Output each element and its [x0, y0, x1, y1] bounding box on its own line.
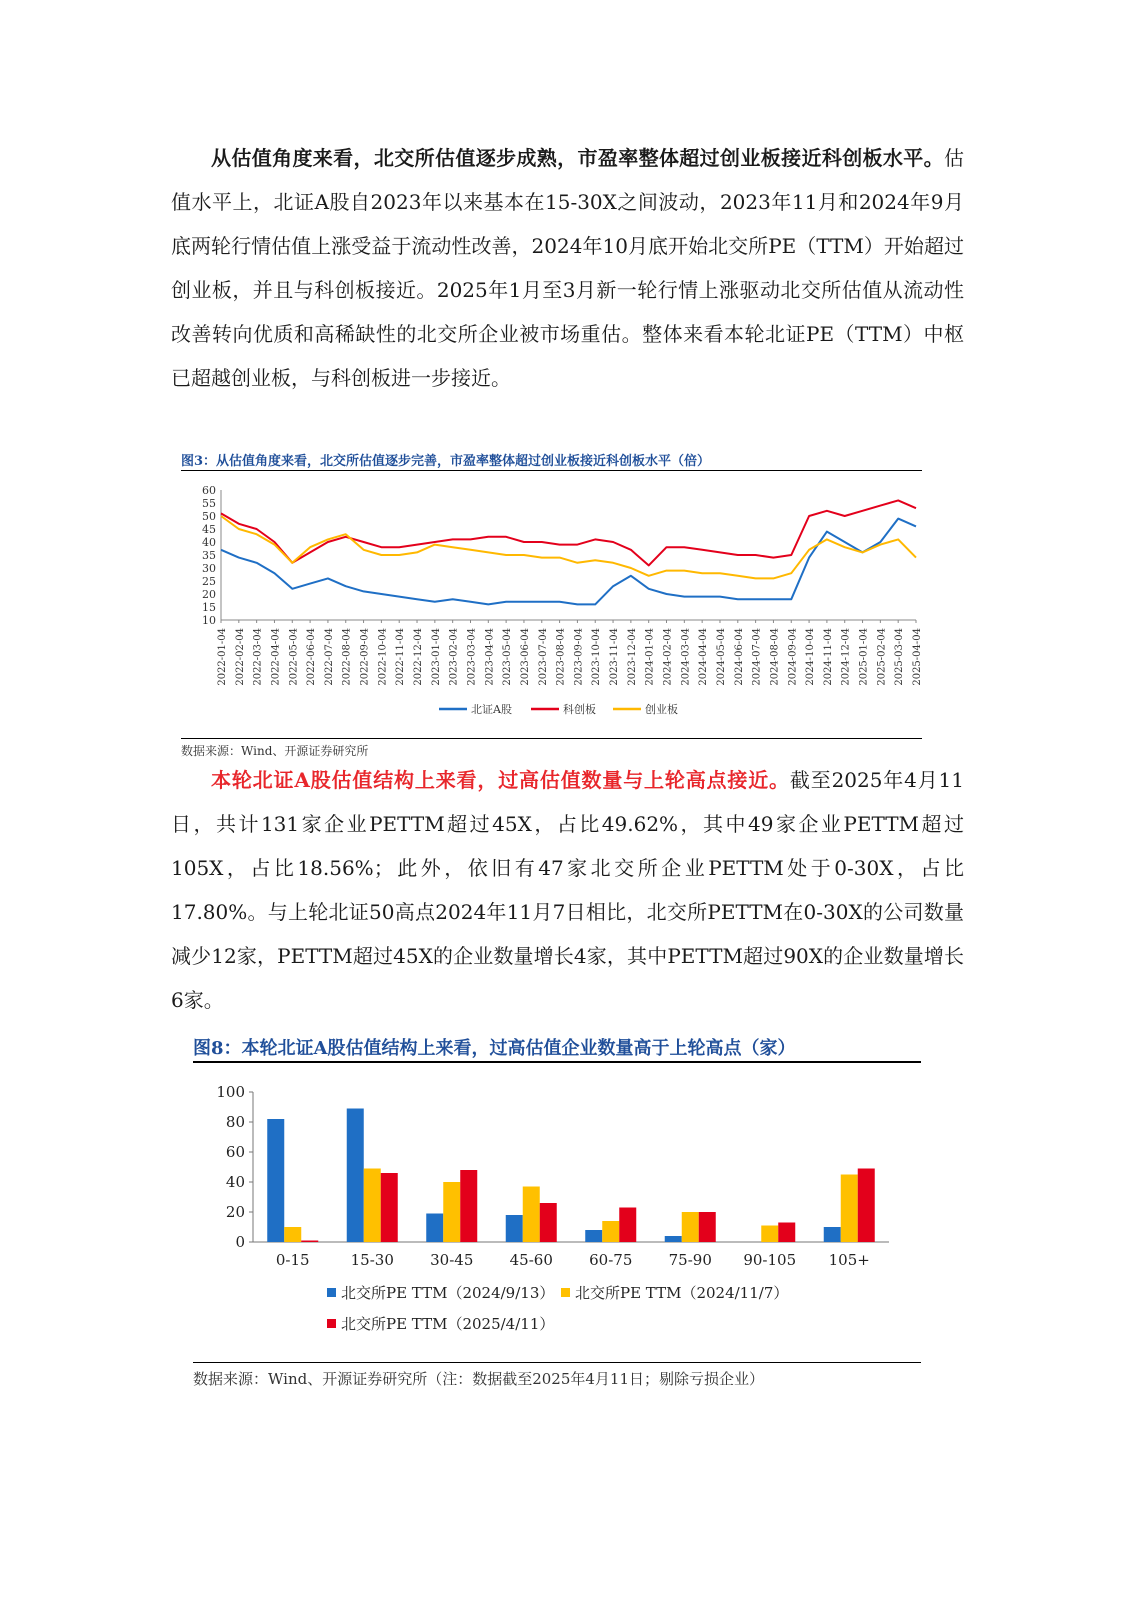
figure-8-top-rule: [193, 1061, 921, 1063]
figure-3-bottom-rule: [181, 738, 922, 739]
y-tick-label: 40: [225, 1173, 245, 1191]
legend-swatch-2: [327, 1319, 336, 1328]
y-tick-label: 15: [202, 601, 216, 614]
legend-label-2: 北交所PE TTM（2025/4/11）: [341, 1315, 555, 1333]
x-tick-label: 2023-07-04: [537, 628, 549, 686]
x-tick-label: 2023-08-04: [555, 628, 567, 686]
bar-1-2: [443, 1182, 460, 1242]
figure-3-title: 图3：从估值角度来看，北交所估值逐步完善，市盈率整体超过创业板接近科创板水平（倍）: [181, 454, 711, 469]
legend-swatch-1: [561, 1288, 570, 1297]
series-line-1: [221, 500, 916, 565]
x-tick-label: 2023-06-04: [519, 628, 531, 686]
chart-b-legend: [327, 1284, 788, 1333]
chart-a-legend: [439, 702, 678, 716]
y-tick-label: 80: [225, 1113, 245, 1131]
x-tick-label: 2023-03-04: [466, 628, 478, 686]
x-tick-label: 2022-08-04: [341, 628, 353, 686]
x-tick-label: 2022-03-04: [252, 628, 264, 686]
x-tick-label: 2022-09-04: [359, 628, 371, 686]
legend-label-1: 科创板: [563, 703, 596, 716]
bar-0-2: [426, 1214, 443, 1243]
paragraph-1-lead: 从估值角度来看，北交所估值逐步成熟，市盈率整体超过创业板接近科创板水平。: [211, 146, 944, 170]
figure-3-line-chart: [181, 478, 926, 728]
x-tick-label: 2024-03-04: [680, 628, 692, 686]
x-tick-label: 2024-04-04: [698, 628, 710, 686]
bar-2-0: [301, 1241, 318, 1243]
x-tick-label: 2022-11-04: [395, 628, 407, 686]
y-tick-label: 25: [202, 575, 216, 588]
x-tick-label: 2022-06-04: [306, 628, 318, 686]
bar-0-1: [347, 1109, 364, 1243]
y-tick-label: 30: [202, 562, 216, 575]
y-tick-label: 60: [225, 1143, 245, 1161]
y-tick-label: 20: [225, 1203, 245, 1221]
bar-2-7: [858, 1169, 875, 1243]
legend-label-2: 创业板: [645, 703, 678, 716]
x-tick-label: 2024-01-04: [644, 628, 656, 686]
bar-1-6: [761, 1226, 778, 1243]
y-tick-label: 60: [202, 484, 216, 497]
x-tick-label: 2023-01-04: [430, 628, 442, 686]
bar-1-0: [284, 1227, 301, 1242]
bar-2-1: [381, 1173, 398, 1242]
x-tick-label: 2022-05-04: [288, 628, 300, 686]
x-tick-label: 60-75: [589, 1251, 633, 1269]
figure-3-source: 数据来源：Wind、开源证券研究所: [181, 744, 369, 758]
y-tick-label: 55: [202, 497, 216, 510]
x-tick-label: 0-15: [275, 1251, 310, 1269]
bar-2-4: [619, 1208, 636, 1243]
x-tick-label: 2022-10-04: [377, 628, 389, 686]
y-tick-label: 45: [202, 523, 216, 536]
x-tick-label: 90-105: [743, 1251, 797, 1269]
x-tick-label: 2024-07-04: [751, 628, 763, 686]
chart-b-plot: [216, 1083, 889, 1269]
x-tick-label: 2025-03-04: [894, 628, 906, 686]
x-tick-label: 15-30: [350, 1251, 394, 1269]
chart-a-plot: [202, 484, 923, 686]
bar-2-6: [778, 1223, 795, 1243]
bar-0-0: [267, 1119, 284, 1242]
bar-0-3: [506, 1215, 523, 1242]
figure-8-source: 数据来源：Wind、开源证券研究所（注：数据截至2025年4月11日；剔除亏损企业）: [193, 1370, 765, 1388]
legend-swatch-0: [327, 1288, 336, 1297]
x-tick-label: 2024-11-04: [822, 628, 834, 686]
x-tick-label: 2023-11-04: [609, 628, 621, 686]
bar-1-1: [364, 1169, 381, 1243]
bar-1-5: [682, 1212, 699, 1242]
figure-3-top-rule: [181, 470, 922, 471]
y-tick-label: 40: [202, 536, 216, 549]
x-tick-label: 2022-07-04: [323, 628, 335, 686]
legend-label-0: 北证A股: [471, 703, 512, 716]
x-tick-label: 2025-01-04: [858, 628, 870, 686]
bar-1-4: [602, 1221, 619, 1242]
bar-1-7: [841, 1175, 858, 1243]
x-tick-label: 2023-12-04: [626, 628, 638, 686]
paragraph-2-lead: 本轮北证A股估值结构上来看，过高估值数量与上轮高点接近。: [211, 768, 790, 792]
x-tick-label: 45-60: [509, 1251, 553, 1269]
figure-8-bar-chart: [193, 1072, 923, 1352]
x-tick-label: 2023-09-04: [573, 628, 585, 686]
x-tick-label: 2024-02-04: [662, 628, 674, 686]
bar-2-3: [540, 1203, 557, 1242]
x-tick-label: 2022-12-04: [413, 628, 425, 686]
x-tick-label: 2023-02-04: [448, 628, 460, 686]
figure-8-bottom-rule: [193, 1362, 921, 1363]
legend-label-0: 北交所PE TTM（2024/9/13）: [341, 1284, 555, 1302]
x-tick-label: 2022-02-04: [234, 628, 246, 686]
x-tick-label: 2022-01-04: [217, 628, 228, 686]
y-tick-label: 100: [216, 1083, 245, 1101]
paragraph-1: [171, 136, 964, 400]
x-tick-label: 2023-10-04: [591, 628, 603, 686]
x-tick-label: 2024-08-04: [769, 628, 781, 686]
x-tick-label: 2025-04-04: [912, 628, 923, 686]
y-tick-label: 50: [202, 510, 216, 523]
paragraph-1-body: 估值水平上，北证A股自2023年以来基本在15-30X之间波动，2023年11月和2024年9月底两轮行情估值上涨受益于流动性改善，2024年10月底开始北交所PE（TTM）开始超过创业板，并且与科创板接近。2025年1月至3月新一轮行情上涨驱动北交所估值从流动性改善转向优质和高稀缺性的北交所企业被市场重估。整体来看本轮北证PE（TTM）中枢已超越创业板，与科创板进一步接近。: [171, 146, 964, 390]
figure-8-title: 图8：本轮北证A股估值结构上来看，过高估值企业数量高于上轮高点（家）: [193, 1038, 796, 1059]
x-tick-label: 2024-09-04: [787, 628, 799, 686]
x-tick-label: 2025-02-04: [876, 628, 888, 686]
series-line-2: [221, 516, 916, 578]
legend-label-1: 北交所PE TTM（2024/11/7）: [575, 1284, 789, 1302]
y-tick-label: 10: [202, 614, 216, 627]
y-tick-label: 0: [235, 1233, 245, 1251]
x-tick-label: 2024-12-04: [840, 628, 852, 686]
bar-0-4: [585, 1230, 602, 1242]
bar-2-5: [699, 1212, 716, 1242]
paragraph-2: [171, 758, 964, 1022]
x-tick-label: 2023-04-04: [484, 628, 496, 686]
y-tick-label: 35: [202, 549, 216, 562]
x-tick-label: 2023-05-04: [502, 628, 514, 686]
y-tick-label: 20: [202, 588, 216, 601]
x-tick-label: 2022-04-04: [270, 628, 282, 686]
bar-0-7: [824, 1227, 841, 1242]
bar-2-2: [460, 1170, 477, 1242]
x-tick-label: 2024-05-04: [715, 628, 727, 686]
x-tick-label: 30-45: [430, 1251, 474, 1269]
bar-0-5: [665, 1236, 682, 1242]
paragraph-2-body: 截至2025年4月11日，共计131家企业PETTM超过45X，占比49.62%，其中49家企业PETTM超过105X，占比18.56%；此外，依旧有47家北交所企业PETTM处于0-30X，占比17.80%。与上轮北证50高点2024年11月7日相比，北交所PETTM在0-30X的公司数量减少12家，PETTM超过45X的企业数量增长4家，其中PETTM超过90X的企业数量增长6家。: [171, 768, 964, 1012]
x-tick-label: 105+: [828, 1251, 870, 1269]
x-tick-label: 75-90: [668, 1251, 712, 1269]
x-tick-label: 2024-10-04: [805, 628, 817, 686]
series-line-0: [221, 519, 916, 605]
x-tick-label: 2024-06-04: [733, 628, 745, 686]
bar-1-3: [523, 1187, 540, 1243]
